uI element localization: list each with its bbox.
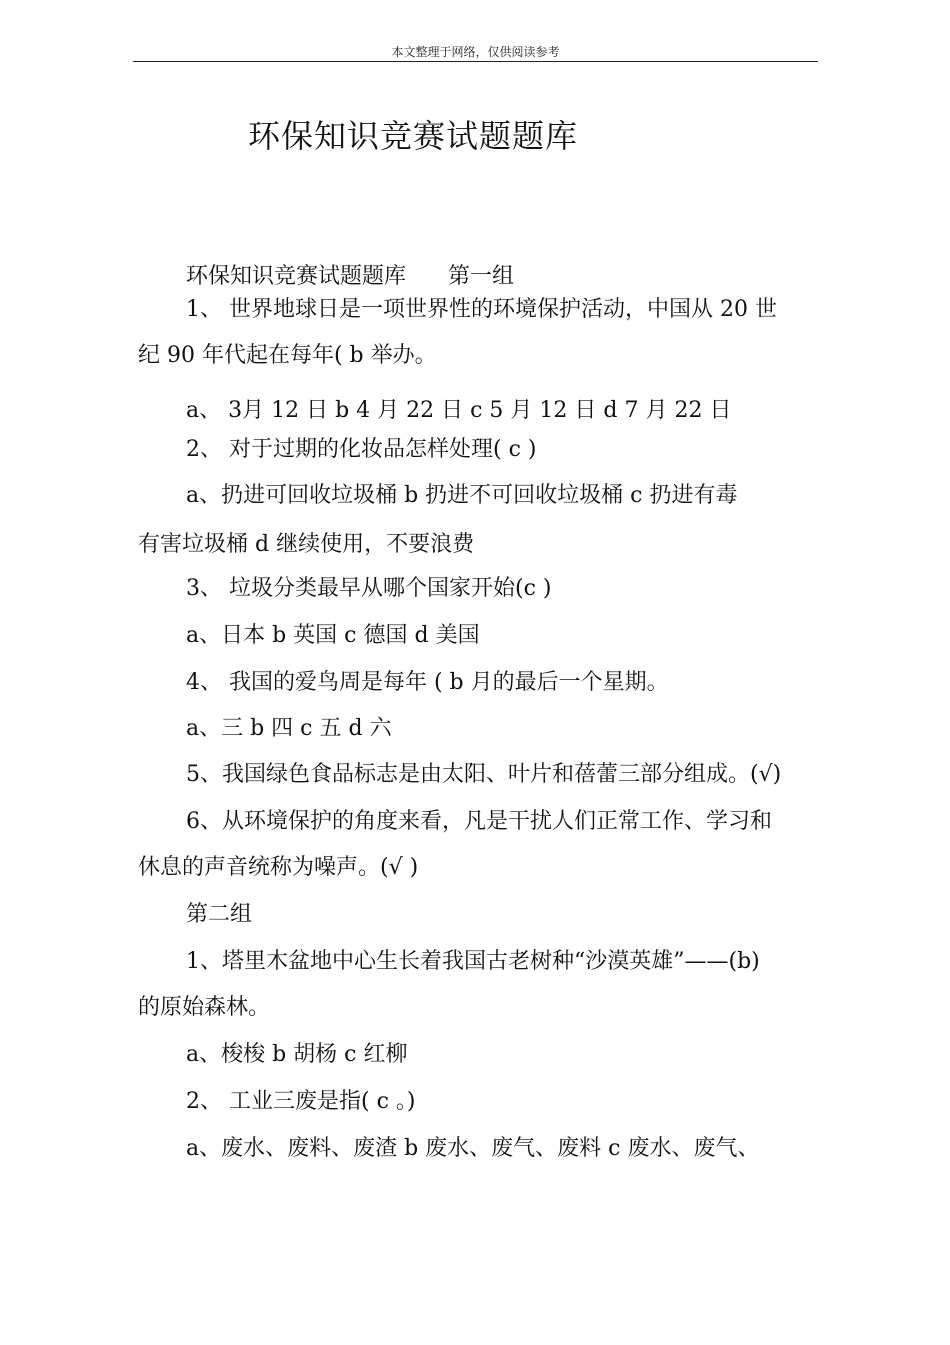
- question-line: 休息的声音统称为噪声。(√ ): [138, 855, 419, 880]
- question-line: 1、塔里木盆地中心生长着我国古老树种“沙漠英雄”——(b): [186, 949, 760, 974]
- options-line: a、扔进可回收垃圾桶 b 扔进不可回收垃圾桶 c 扔进有毒: [186, 483, 738, 508]
- header-text: 本文整理于网络，仅供阅读参考: [391, 45, 560, 59]
- group-heading-2: 第二组: [186, 902, 253, 927]
- question-line: 2、 对于过期的化妆品怎样处理( c ): [186, 437, 537, 462]
- options-line: 有害垃圾桶 d 继续使用，不要浪费: [138, 532, 475, 557]
- options-line: a、废水、废料、废渣 b 废水、废气、废料 c 废水、废气、: [186, 1136, 760, 1161]
- subtitle-text: 环保知识竞赛试题题库: [186, 264, 407, 289]
- question-line: 纪 90 年代起在每年( b 举办。: [138, 343, 437, 368]
- question-line: 2、 工业三废是指( c 。): [186, 1089, 416, 1114]
- group-heading-1: [186, 262, 514, 292]
- document-title: 环保知识竞赛试题题库: [248, 117, 579, 155]
- group-label: 第一组: [448, 264, 515, 289]
- page-header: [133, 44, 818, 62]
- question-line: 5、我国绿色食品标志是由太阳、叶片和蓓蕾三部分组成。(√): [186, 762, 782, 787]
- question-line: 4、 我国的爱鸟周是每年 ( b 月的最后一个星期。: [186, 670, 669, 695]
- question-line: 6、从环境保护的角度来看，凡是干扰人们正常工作、学习和: [186, 809, 772, 834]
- options-line: a、日本 b 英国 c 德国 d 美国: [186, 623, 480, 648]
- question-line: 1、 世界地球日是一项世界性的环境保护活动，中国从 20 世: [186, 297, 777, 322]
- question-line: 的原始森林。: [138, 995, 271, 1020]
- options-line: a、梭梭 b 胡杨 c 红柳: [186, 1042, 408, 1067]
- options-line: a、 3月 12 日 b 4 月 22 日 c 5 月 12 日 d 7 月 22 日: [186, 398, 732, 423]
- options-line: a、三 b 四 c 五 d 六: [186, 716, 392, 741]
- question-line: 3、 垃圾分类最早从哪个国家开始(c ): [186, 576, 552, 601]
